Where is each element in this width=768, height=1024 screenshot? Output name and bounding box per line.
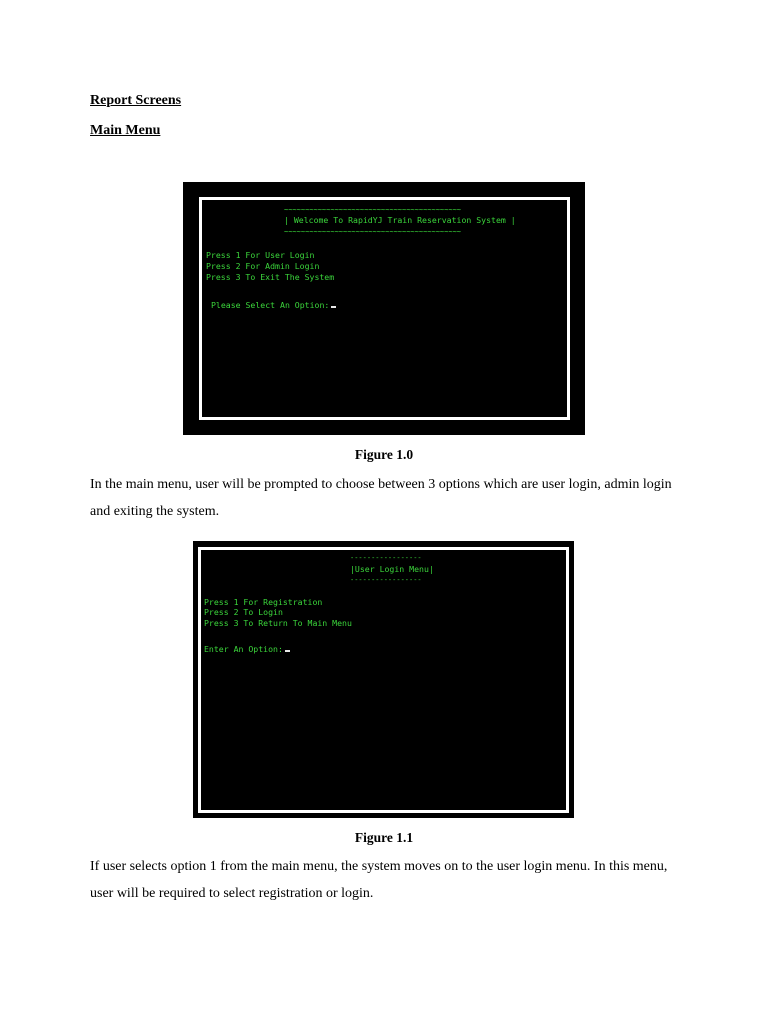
text-cursor-icon	[285, 650, 290, 652]
terminal-prompt: Please Select An Option:	[211, 300, 330, 310]
terminal-prompt-line	[211, 295, 336, 313]
terminal-window-border	[198, 547, 569, 813]
text-cursor-icon	[331, 306, 336, 308]
terminal-rule-top: -----------------	[350, 554, 422, 562]
terminal-option-1: Press 1 For User Login	[206, 250, 315, 260]
terminal-prompt-line	[204, 639, 290, 657]
section-heading-report-screens: Report Screens	[90, 93, 182, 108]
terminal-option-1: Press 1 For Registration	[204, 597, 323, 607]
terminal-rule-top: ~~~~~~~~~~~~~~~~~~~~~~~~~~~~~~~~~~~~~~~~~~	[284, 206, 462, 214]
paragraph-user-login-description: If user selects option 1 from the main menu, the system moves on to the user login menu. In this menu, user will be required to select registration or login.	[90, 859, 668, 901]
terminal-option-2: Press 2 To Login	[204, 607, 283, 617]
main-menu-terminal-screenshot	[183, 182, 585, 435]
user-login-menu-terminal-screenshot	[193, 541, 574, 818]
terminal-title: |User Login Menu|	[350, 564, 434, 574]
terminal-title: | Welcome To RapidYJ Train Reservation System |	[284, 215, 516, 225]
terminal-prompt: Enter An Option:	[204, 644, 283, 654]
terminal-option-3: Press 3 To Exit The System	[206, 272, 335, 282]
terminal-rule-bottom: -----------------	[350, 576, 422, 584]
figure-caption-1: Figure 1.0	[354, 447, 414, 462]
section-heading-main-menu: Main Menu	[90, 123, 161, 138]
paragraph-main-menu-description: In the main menu, user will be prompted to choose between 3 options which are user login, admin login and exiting the system.	[90, 477, 672, 519]
terminal-rule-bottom: ~~~~~~~~~~~~~~~~~~~~~~~~~~~~~~~~~~~~~~~~~~	[284, 228, 462, 236]
terminal-option-3: Press 3 To Return To Main Menu	[204, 618, 352, 628]
terminal-option-2: Press 2 For Admin Login	[206, 261, 320, 271]
terminal-window-border	[199, 197, 570, 420]
figure-caption-2: Figure 1.1	[354, 830, 414, 845]
